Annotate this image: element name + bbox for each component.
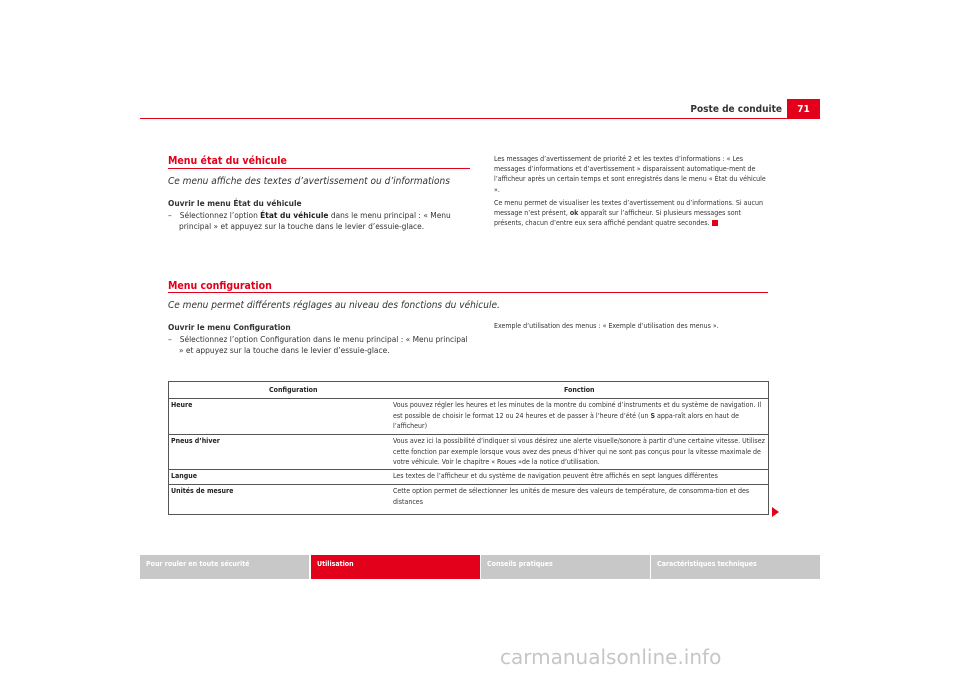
row-label: Langue — [171, 472, 198, 480]
row-description: Les textes de l’afficheur et du système de navigation peuvent être affichés en sept langues différentes — [393, 472, 718, 480]
instruction-heading: Ouvrir le menu État du véhicule — [168, 198, 302, 208]
table-header-fonction: Fonction — [564, 386, 595, 394]
row-label: Unités de mesure — [171, 487, 234, 495]
etat-vehicule-description — [494, 154, 770, 228]
table-row — [169, 398, 768, 435]
table-row — [169, 484, 768, 514]
row-description: Cette option permet de sélectionner les unités de mesure des valeurs de température, de consomma-tion et des distances — [393, 487, 750, 506]
instruction-step: – Sélectionnez l’option Configuration dans le menu principal : « Menu principal » et appuyez sur la touche dans le levier d’essuie-glace. — [168, 333, 468, 355]
footer-tab-conseils[interactable]: Conseils pratiques — [481, 555, 650, 579]
instruction-step: – Sélectionnez l’option État du véhicule dans le menu principal : « Menu principal » et appuyez sur la touche dans le levier d’essuie-glace. — [168, 209, 451, 231]
configuration-table — [168, 381, 769, 515]
table-row — [169, 469, 768, 485]
page-number: 71 — [787, 99, 820, 119]
header-divider — [140, 118, 820, 119]
configuration-reference: Exemple d’utilisation des menus : « Exemple d’utilisation des menus ». — [494, 322, 719, 330]
table-header — [169, 382, 768, 399]
section-title-etat-vehicule: Menu état du véhicule — [168, 155, 287, 167]
footer-tab-securite[interactable]: Pour rouler en toute sécurité — [140, 555, 309, 579]
section-title-configuration: Menu configuration — [168, 280, 272, 292]
instructions-etat-vehicule — [168, 198, 468, 233]
instructions-configuration — [168, 322, 468, 357]
section-subtitle: Ce menu permet différents réglages au niveau des fonctions du véhicule. — [168, 300, 500, 311]
section-subtitle: Ce menu affiche des textes d’avertissement ou d’informations — [168, 176, 450, 187]
continue-arrow-icon — [772, 507, 779, 517]
row-label: Pneus d’hiver — [171, 437, 220, 445]
description-paragraph-2: Ce menu permet de visualiser les textes d’avertissement ou d’informations. Si aucun message n’est présent, ok apparaît sur l’afficheur. Si plusieurs messages sont présents, chacun d’entre eux sera affiché pendant quatre secondes. — [494, 198, 763, 228]
watermark: carmanualsonline.info — [500, 645, 722, 669]
footer-tab-utilisation[interactable]: Utilisation — [311, 555, 480, 579]
section-divider — [168, 168, 470, 169]
row-label: Heure — [171, 401, 193, 409]
end-marker-icon — [712, 220, 718, 226]
row-description: Vous avez ici la possibilité d’indiquer si vous désirez une alerte visuelle/sonore à partir d’une certaine vitesse. Utilisez cette fonction par exemple lorsque vous avez des pneus d’hiver qui ne sont pas conçus pour la vitesse maximale de votre véhicule. Voir le chapitre « Roues »de la notice d’utilisation. — [393, 437, 765, 466]
page-header-title: Poste de conduite — [690, 104, 782, 115]
instruction-heading: Ouvrir le menu Configuration — [168, 322, 291, 332]
section-divider — [168, 292, 768, 293]
table-row — [169, 434, 768, 470]
footer-tab-caracteristiques[interactable]: Caractéristiques techniques — [651, 555, 820, 579]
row-description: Vous pouvez régler les heures et les minutes de la montre du combiné d’instruments et du système de navigation. Il est possible de choisir le format 12 ou 24 heures et de passer à l’heure d’été (un S appa-raît alors en haut de l’afficheur) — [393, 401, 762, 430]
description-paragraph-1: Les messages d’avertissement de priorité 2 et les textes d’informations : « Les messages d’informations et d’avertissement » disparaissent automatique-ment de l’afficheur après un certain temps et sont enregistrés dans le menu « État du véhicule ». — [494, 155, 766, 194]
table-header-configuration: Configuration — [269, 386, 318, 394]
